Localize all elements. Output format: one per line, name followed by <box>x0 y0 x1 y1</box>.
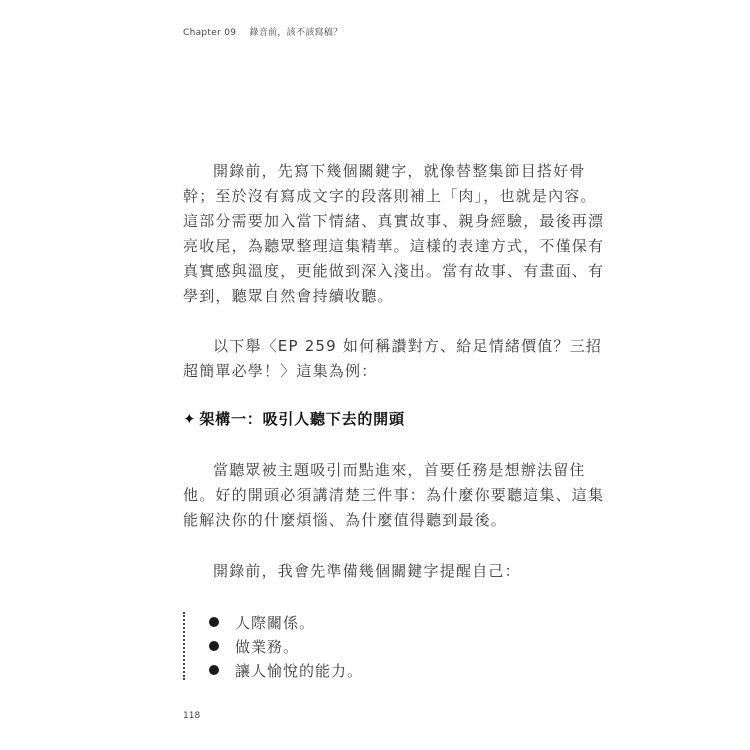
body-paragraph <box>183 559 575 584</box>
body-paragraph <box>183 334 603 384</box>
text-line: 當聽眾被主題吸引而點進來，首要任務是想辦法留住 <box>213 461 586 479</box>
running-head <box>183 25 342 38</box>
dotted-divider <box>183 612 185 680</box>
list-item-text: 做業務。 <box>235 638 300 656</box>
chapter-label: Chapter 09 <box>183 28 237 38</box>
text-line: 超簡單必學！〉這集為例： <box>183 362 378 380</box>
four-pointed-star-icon: ✦ <box>183 410 197 428</box>
list-item-text: 讓人愉悅的能力。 <box>235 662 364 680</box>
list-item <box>209 660 363 682</box>
bullet-dot-icon <box>209 665 219 675</box>
section-heading-text: 架構一：吸引人聽下去的開頭 <box>199 410 405 428</box>
list-item <box>209 636 299 658</box>
section-heading <box>183 408 405 429</box>
text-line: 能解決你的什麼煩惱、為什麼值得聽到最後。 <box>183 511 508 529</box>
bullet-dot-icon <box>209 641 219 651</box>
text-line: 開錄前，我會先準備幾個關鍵字提醒自己： <box>213 562 521 580</box>
text-line: 學到，聽眾自然會持續收聽。 <box>183 287 394 305</box>
body-paragraph <box>183 458 605 533</box>
list-item-text: 人際關係。 <box>235 614 316 632</box>
bullet-dot-icon <box>209 617 219 627</box>
text-line: 真實感與溫度，更能做到深入淺出。當有故事、有畫面、有 <box>183 262 605 280</box>
text-line: 幹；至於沒有寫成文字的段落則補上「肉」，也就是內容。 <box>183 187 597 205</box>
body-paragraph <box>183 159 605 309</box>
text-line: 他。好的開頭必須講清楚三件事：為什麼你要聽這集、這集 <box>183 486 605 504</box>
list-item <box>209 612 315 634</box>
text-line: 亮收尾，為聽眾整理這集精華。這樣的表達方式，不僅保有 <box>183 237 605 255</box>
keyword-list <box>183 612 583 684</box>
chapter-title: 錄音前，該不該寫稿？ <box>249 28 343 38</box>
text-line: 這部分需要加入當下情緒、真實故事、親身經驗，最後再漂 <box>183 212 605 230</box>
text-line: 以下舉〈EP 259 如何稱讚對方、給足情緒價值？三招 <box>213 337 603 355</box>
text-line: 開錄前，先寫下幾個關鍵字，就像替整集節目搭好骨 <box>213 162 586 180</box>
page-number: 118 <box>183 711 201 721</box>
